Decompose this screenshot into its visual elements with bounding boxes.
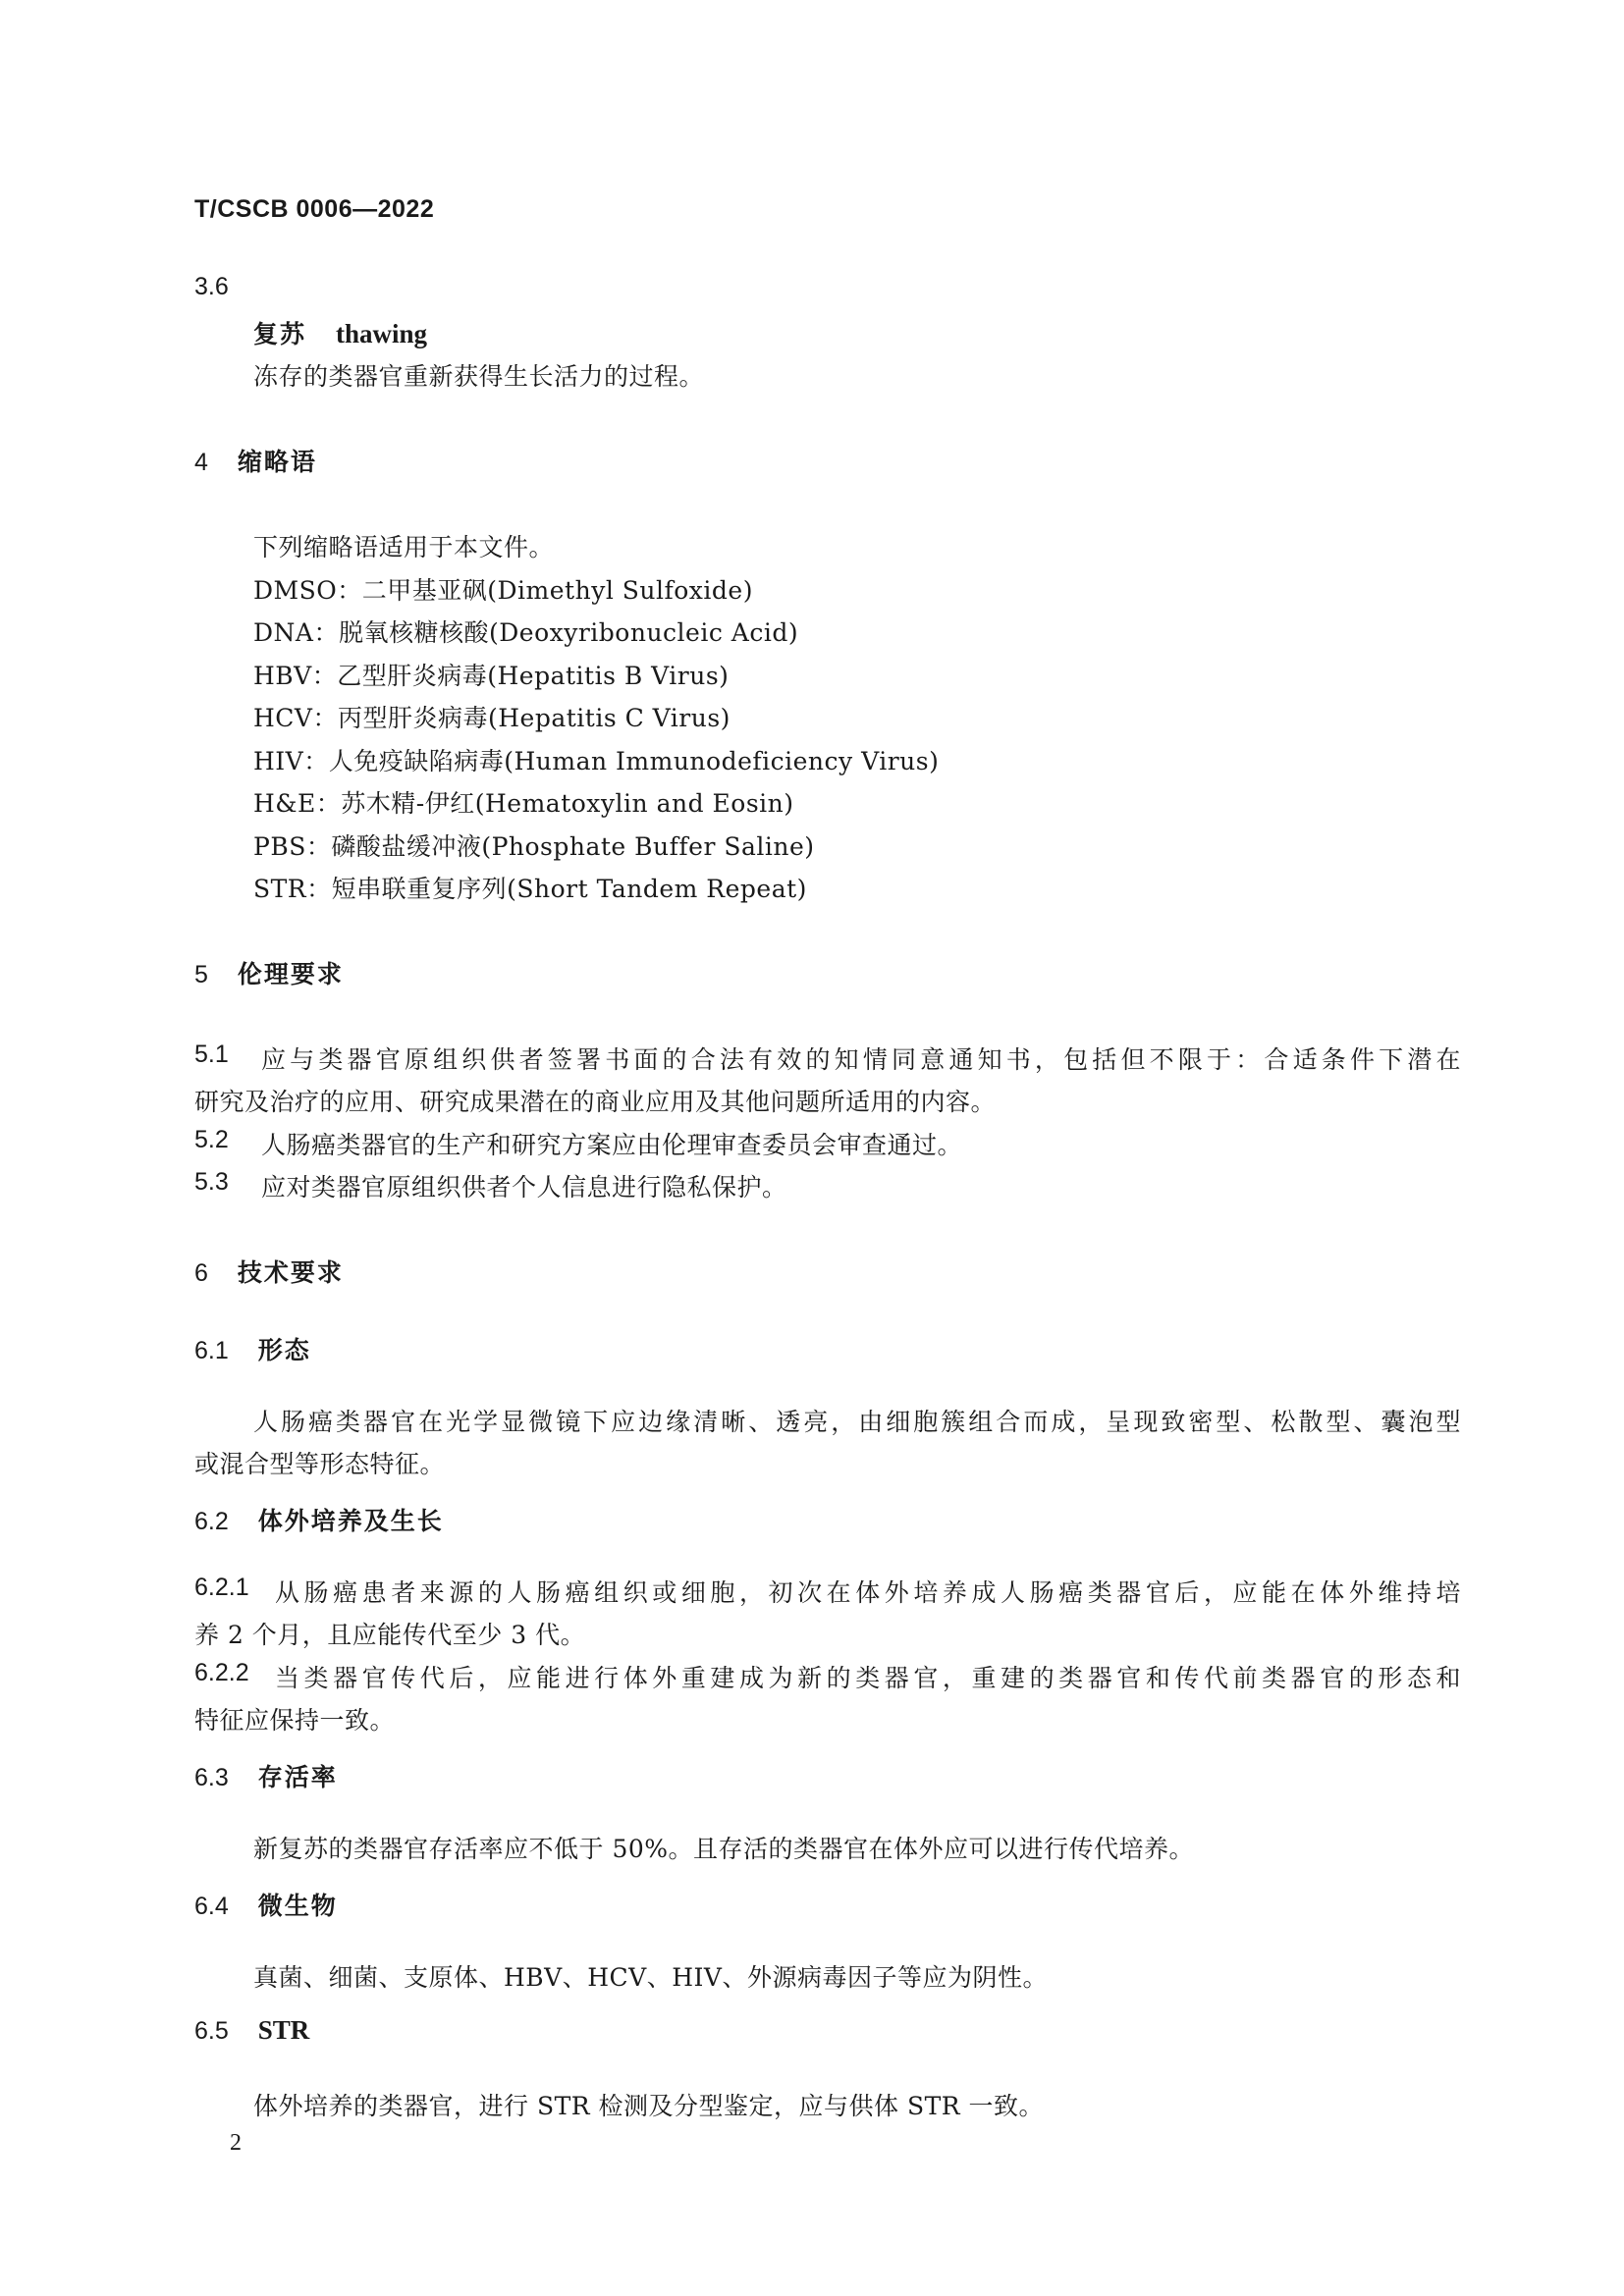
section-5-heading (194, 955, 344, 990)
section-5-number: 5 (194, 961, 208, 988)
section-5-title: 伦理要求 (237, 960, 344, 988)
section-6-title: 技术要求 (237, 1258, 344, 1287)
subsection-6-5-number: 6.5 (194, 2017, 229, 2045)
subsection-6-1-text-cont: 或混合型等形态特征。 (194, 1450, 446, 1478)
clause-6-2-1-text-cont: 养 2 个月，且应能传代至少 3 代。 (194, 1621, 586, 1649)
clause-6-2-2-number: 6.2.2 (194, 1659, 249, 1686)
abbrev-item: PBS：磷酸盐缓冲液(Phosphate Buffer Saline) (253, 832, 815, 861)
subsection-6-5-title: STR (257, 2015, 310, 2045)
subsection-6-3-title: 存活率 (257, 1763, 338, 1791)
abbrev-item: HIV：人免疫缺陷病毒(Human Immunodeficiency Virus) (253, 747, 940, 775)
subsection-6-4-number: 6.4 (194, 1893, 229, 1920)
section-4-heading (194, 443, 317, 478)
subsection-6-1-heading (194, 1331, 311, 1366)
clause-5-3-text: 应对类器官原组织供者个人信息进行隐私保护。 (261, 1173, 787, 1201)
clause-5-1-number: 5.1 (194, 1041, 229, 1068)
term-definition: 冻存的类器官重新获得生长活力的过程。 (253, 362, 705, 391)
subsection-6-4-text: 真菌、细菌、支原体、HBV、HCV、HIV、外源病毒因子等应为阴性。 (253, 1963, 1048, 1992)
section-4-number: 4 (194, 449, 208, 476)
clause-6-2-1-text: 从肠癌患者来源的人肠癌组织或细胞，初次在体外培养成人肠癌类器官后，应能在体外维持培 (275, 1578, 1461, 1607)
section-3-6-number: 3.6 (194, 273, 229, 300)
clause-6-2-2-text: 当类器官传代后，应能进行体外重建成为新的类器官，重建的类器官和传代前类器官的形态和 (275, 1664, 1461, 1692)
subsection-6-2-title: 体外培养及生长 (257, 1507, 444, 1535)
subsection-6-1-number: 6.1 (194, 1337, 229, 1364)
standard-code: T/CSCB 0006—2022 (194, 195, 435, 223)
subsection-6-1-title: 形态 (257, 1336, 311, 1364)
term-en: thawing (336, 319, 428, 348)
subsection-6-3-text: 新复苏的类器官存活率应不低于 50%。且存活的类器官在体外应可以进行传代培养。 (253, 1835, 1195, 1863)
abbrev-item: HCV：丙型肝炎病毒(Hepatitis C Virus) (253, 704, 731, 732)
subsection-6-1-text: 人肠癌类器官在光学显微镜下应边缘清晰、透亮，由细胞簇组合而成，呈现致密型、松散型、囊泡型 (253, 1408, 1461, 1436)
clause-5-2-number: 5.2 (194, 1126, 229, 1153)
subsection-6-5-heading (194, 2015, 309, 2046)
clause-5-3-number: 5.3 (194, 1168, 229, 1196)
clause-6-2-2-text-cont: 特征应保持一致。 (194, 1706, 396, 1735)
clause-6-2-1-number: 6.2.1 (194, 1574, 249, 1601)
clause-5-2-text: 人肠癌类器官的生产和研究方案应由伦理审查委员会审查通过。 (261, 1131, 963, 1159)
subsection-6-2-number: 6.2 (194, 1508, 229, 1535)
subsection-6-3-heading (194, 1758, 338, 1793)
abbrev-item: STR：短串联重复序列(Short Tandem Repeat) (253, 875, 807, 903)
abbrev-item: DMSO：二甲基亚砜(Dimethyl Sulfoxide) (253, 576, 753, 605)
section-4-title: 缩略语 (237, 448, 317, 476)
section-6-number: 6 (194, 1259, 208, 1287)
abbrev-item: DNA：脱氧核糖核酸(Deoxyribonucleic Acid) (253, 618, 799, 647)
subsection-6-2-heading (194, 1502, 444, 1537)
subsection-6-4-heading (194, 1887, 338, 1922)
abbrev-item: H&E：苏木精-伊红(Hematoxylin and Eosin) (253, 789, 794, 818)
abbrev-intro: 下列缩略语适用于本文件。 (253, 533, 555, 561)
page-number: 2 (230, 2130, 242, 2156)
clause-5-1-text: 应与类器官原组织供者签署书面的合法有效的知情同意通知书，包括但不限于：合适条件下潜在 (261, 1045, 1461, 1074)
clause-5-1-text-cont: 研究及治疗的应用、研究成果潜在的商业应用及其他问题所适用的内容。 (194, 1088, 997, 1116)
term-entry (253, 315, 427, 350)
subsection-6-3-number: 6.3 (194, 1764, 229, 1791)
subsection-6-5-text: 体外培养的类器官，进行 STR 检测及分型鉴定，应与供体 STR 一致。 (253, 2092, 1045, 2120)
subsection-6-4-title: 微生物 (257, 1892, 338, 1920)
abbrev-item: HBV：乙型肝炎病毒(Hepatitis B Virus) (253, 662, 730, 690)
term-zh: 复苏 (253, 320, 307, 348)
section-6-heading (194, 1254, 344, 1289)
